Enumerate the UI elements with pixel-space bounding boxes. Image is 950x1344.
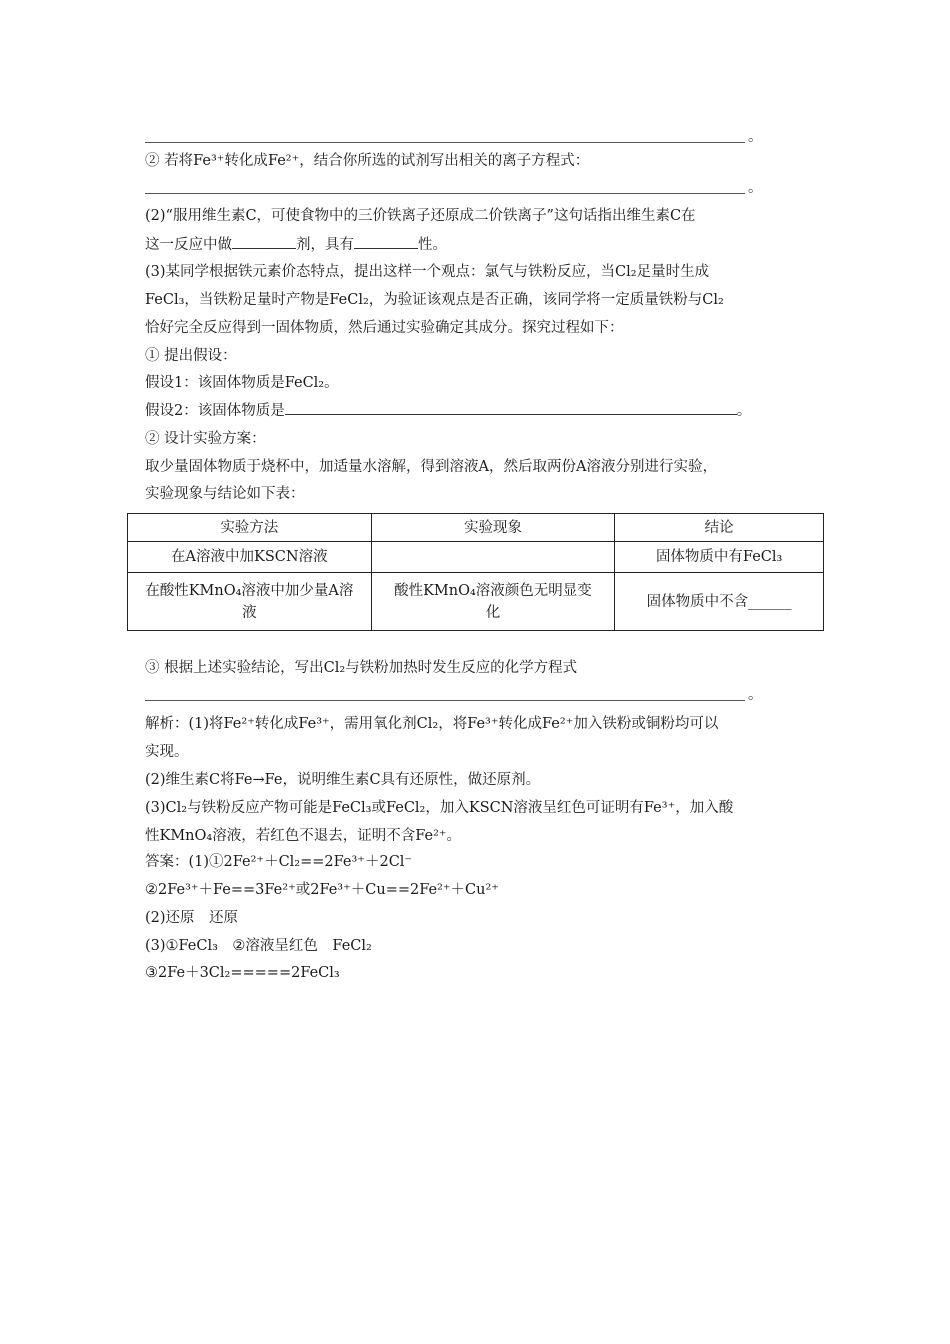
answer-blank-line-1 xyxy=(145,142,745,143)
q1-item2 xyxy=(145,151,589,171)
blank-property xyxy=(354,234,418,249)
q1-item2-prefix: ② 若将 xyxy=(145,153,194,169)
q3-line2: FeCl₃，当铁粉足量时产物是FeCl₂，为验证该观点是否正确，该同学将一定质量铁粉与Cl₂ xyxy=(145,292,724,308)
analysis-line-2: 实现。 xyxy=(145,744,189,760)
cell-text: 在酸性KMnO₄溶液中加少量A溶 xyxy=(145,582,354,599)
fe3-ion: Fe³⁺ xyxy=(193,153,225,169)
period: 。 xyxy=(736,403,752,419)
q3-hypothesis-2 xyxy=(145,400,751,421)
cell-method-2 xyxy=(128,573,372,631)
analysis-line-3: (2)维生素C将Fe→Fe，说明维生素C具有还原性，做还原剂。 xyxy=(145,772,541,788)
table-header-row xyxy=(128,514,824,542)
cell-phenomenon-1 xyxy=(371,542,615,573)
cell-phenomenon-2 xyxy=(371,573,615,631)
q3-line3: 恰好完全反应得到一固体物质，然后通过实验确定其成分。探究过程如下： xyxy=(145,320,624,336)
q3-plan-line1: 取少量固体物质于烧杯中，加适量水溶解，得到溶液A，然后取两份A溶液分别进行实验， xyxy=(145,459,717,475)
answer-line-3: (2)还原 还原 xyxy=(145,910,239,926)
cell-method-1: 在A溶液中加KSCN溶液 xyxy=(128,542,372,573)
q3-step3: ③ 根据上述实验结论，写出Cl₂与铁粉加热时发生反应的化学方程式 xyxy=(145,660,578,676)
analysis-line-5: 性KMnO₄溶液，若红色不退去，证明不含Fe²⁺。 xyxy=(145,828,462,844)
answer-line-2: ②2Fe³⁺＋Fe==3Fe²⁺或2Fe³⁺＋Cu==2Fe²⁺＋Cu²⁺ xyxy=(145,882,499,898)
header-method: 实验方法 xyxy=(128,514,372,542)
q3-line1: (3)某同学根据铁元素价态特点，提出这样一个观点：氯气与铁粉反应，当Cl₂足量时生成 xyxy=(145,264,710,280)
answer-line-4: (3)①FeCl₃ ②溶液呈红色 FeCl₂ xyxy=(145,938,372,954)
q2-text-c: 性。 xyxy=(418,237,447,253)
cell-text: 液 xyxy=(242,604,257,621)
answer-blank-line-3 xyxy=(145,700,745,701)
header-conclusion: 结论 xyxy=(615,514,824,542)
period: 。 xyxy=(748,180,763,196)
hyp2-text: 假设2：该固体物质是 xyxy=(145,403,285,419)
q3-step1: ① 提出假设： xyxy=(145,348,237,364)
q2-text-b: 剂，具有 xyxy=(296,237,354,253)
q1-item2-mid: 转化成 xyxy=(224,153,268,169)
analysis-line-4: (3)Cl₂与铁粉反应产物可能是FeCl₃或FeCl₂，加入KSCN溶液呈红色可证明有Fe³⁺，加入酸 xyxy=(145,800,734,816)
q2-text-a: 这一反应中做 xyxy=(145,237,232,253)
blank-agent-type xyxy=(232,234,296,249)
analysis-line-1: 解析：(1)将Fe²⁺转化成Fe³⁺，需用氧化剂Cl₂，将Fe³⁺转化成Fe²⁺加入铁粉或铜粉均可以 xyxy=(145,716,719,732)
cell-conclusion-1: 固体物质中有FeCl₃ xyxy=(615,542,824,573)
q3-plan-line2: 实验现象与结论如下表： xyxy=(145,486,305,502)
period: 。 xyxy=(748,687,763,703)
table-row xyxy=(128,542,824,573)
q3-hypothesis-1: 假设1：该固体物质是FeCl₂。 xyxy=(145,375,339,391)
answer-line-1: 答案：(1)①2Fe²⁺＋Cl₂==2Fe³⁺＋2Cl⁻ xyxy=(145,854,413,870)
cell-conclusion-2: 固体物质中不含______ xyxy=(615,573,824,631)
answer-line-5: ③2Fe＋3Cl₂=====2FeCl₃ xyxy=(145,965,340,981)
q1-item2-suffix: ，结合你所选的试剂写出相关的离子方程式： xyxy=(299,153,590,169)
q3-step2: ② 设计实验方案： xyxy=(145,431,266,447)
fe2-ion: Fe²⁺ xyxy=(267,153,300,169)
period: 。 xyxy=(748,129,763,145)
q2-line1: (2)“服用维生素C，可使食物中的三价铁离子还原成二价铁离子”这句话指出维生素C在 xyxy=(145,208,696,224)
q2-line2 xyxy=(145,234,447,255)
cell-text: 酸性KMnO₄溶液颜色无明显变 xyxy=(394,582,592,599)
experiment-table xyxy=(127,513,824,631)
header-phenomenon: 实验现象 xyxy=(371,514,615,542)
answer-blank-line-2 xyxy=(145,193,745,194)
cell-text: 化 xyxy=(485,604,501,621)
blank-hypothesis xyxy=(285,400,737,415)
table-row xyxy=(128,573,824,631)
